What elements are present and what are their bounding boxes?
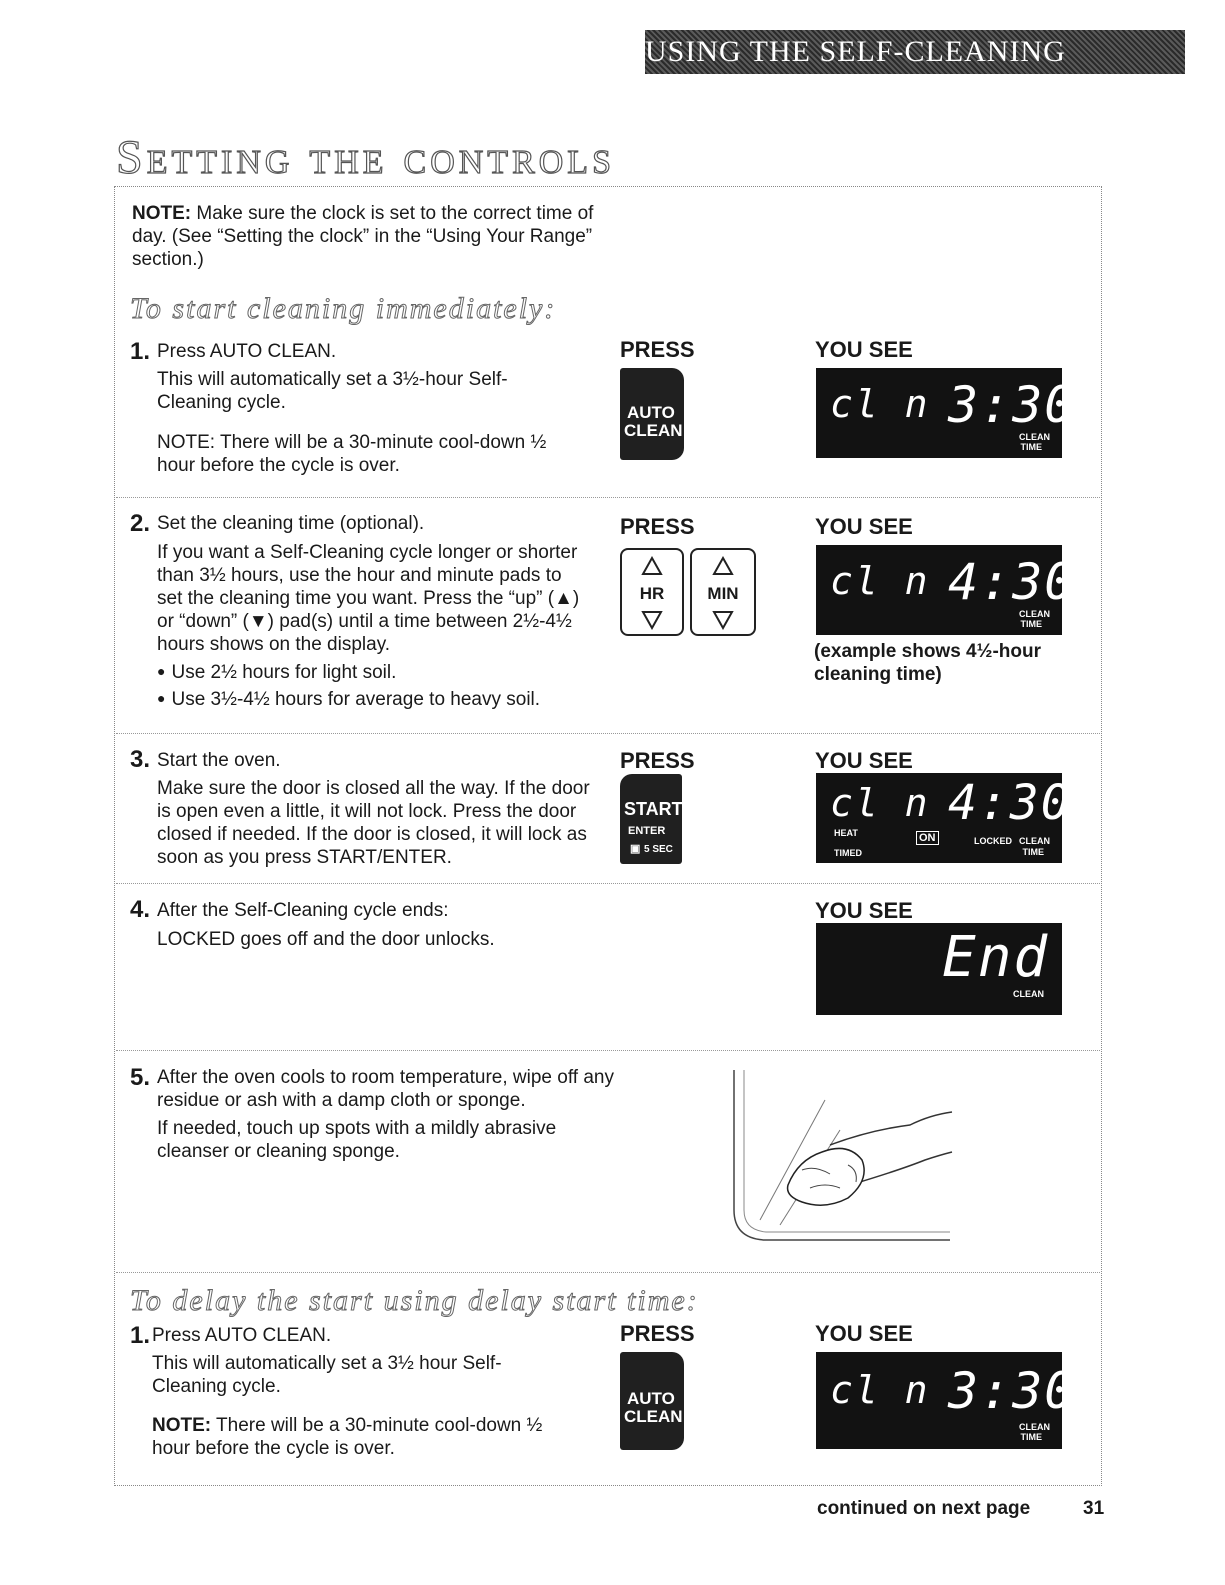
display-caption: (example shows 4½-hour cleaning time) xyxy=(814,641,1042,685)
display-step-3 xyxy=(816,773,1072,863)
step-5-heading: After the oven cools to room temperature, wipe off any residue or ash with a damp cloth or sponge. xyxy=(157,1067,614,1111)
separator xyxy=(116,1272,1100,1273)
you-see-header: YOU SEE xyxy=(815,514,913,539)
delay-step-1-note xyxy=(152,1414,562,1460)
display-clean-tag: CLEAN xyxy=(1019,432,1050,442)
step-2-bullet-light: ● Use 2½ hours for light soil. xyxy=(157,662,396,684)
display-time-tag: TIME xyxy=(1020,1432,1042,1442)
display-step-4 xyxy=(816,923,1062,1015)
delay-note-label: NOTE: xyxy=(152,1415,212,1436)
hour-pad-label: HR xyxy=(639,584,665,603)
auto-clean-pad[interactable] xyxy=(620,368,684,460)
pad-label-enter: ENTER xyxy=(628,825,666,837)
display-time-tag: TIME xyxy=(1022,847,1044,857)
press-header: PRESS xyxy=(620,337,695,362)
delay-step-1-text: This will automatically set a 3½ hour Self-Cleaning cycle. xyxy=(152,1353,502,1397)
step-1-note: NOTE: There will be a 30-minute cool-down ½ hour before the cycle is over. xyxy=(157,432,547,476)
pad-label-clean: CLEAN xyxy=(624,1407,683,1426)
step-4-text: LOCKED goes off and the door unlocks. xyxy=(157,929,495,950)
display-time-readout: 3:30 xyxy=(948,376,1077,434)
step-3-number: 3. xyxy=(130,746,151,773)
hour-down-arrow-icon[interactable] xyxy=(641,610,663,630)
separator xyxy=(116,733,1100,734)
display-step-1 xyxy=(816,368,1077,458)
step-1-number: 1. xyxy=(130,338,151,365)
display-locked-tag: LOCKED xyxy=(974,836,1012,846)
step-2-number: 2. xyxy=(130,510,151,537)
display-time-tag: TIME xyxy=(1020,619,1042,629)
separator xyxy=(116,883,1100,884)
separator xyxy=(116,1050,1100,1051)
separator xyxy=(116,497,1100,498)
minute-down-arrow-icon[interactable] xyxy=(712,610,734,630)
step-1-text: This will automatically set a 3½-hour Self-Cleaning cycle. xyxy=(157,369,508,413)
lock-icon: ▣ xyxy=(630,843,641,855)
you-see-header: YOU SEE xyxy=(815,1321,913,1346)
pad-label-auto: AUTO xyxy=(627,403,675,422)
step-1-heading: Press AUTO CLEAN. xyxy=(157,341,337,362)
section-title-delay: To delay the start using delay start time: xyxy=(130,1284,699,1317)
step-3-heading: Start the oven. xyxy=(157,750,281,771)
step-5-number: 5. xyxy=(130,1064,151,1091)
display-left-readout: cl n xyxy=(830,559,930,603)
minute-pad[interactable] xyxy=(690,548,756,636)
display-end-readout: End xyxy=(942,925,1050,990)
step-5-text: If needed, touch up spots with a mildly abrasive cleanser or cleaning sponge. xyxy=(157,1118,557,1162)
note-label: NOTE: xyxy=(132,203,192,224)
you-see-header: YOU SEE xyxy=(815,337,913,362)
display-left-readout: cl n xyxy=(830,781,930,825)
display-time-readout: 4:30 xyxy=(948,775,1072,831)
display-time-readout: 4:30 xyxy=(948,553,1077,611)
step-2-bullet-heavy: ● Use 3½-4½ hours for average to heavy soil. xyxy=(157,689,540,711)
section-banner xyxy=(645,30,1185,102)
pad-label-start: START xyxy=(624,799,683,819)
display-step-2 xyxy=(816,545,1077,635)
delay-step-1-number: 1. xyxy=(130,1322,151,1349)
auto-clean-pad[interactable] xyxy=(620,1352,684,1450)
note-text: Make sure the clock is set to the correct time of day. (See “Setting the clock” in the “Using Your Range” section.) xyxy=(132,203,594,270)
press-header: PRESS xyxy=(620,748,695,773)
wiping-hand-illustration xyxy=(730,1070,960,1250)
minute-pad-label: MIN xyxy=(707,584,739,603)
pad-label-auto: AUTO xyxy=(627,1389,675,1408)
start-enter-pad[interactable] xyxy=(620,774,682,864)
step-3-text: Make sure the door is closed all the way. If the door is open even a little, it will not lock. Press the door closed if needed. If the door is closed, it will lock as soon as you press START/ENTER. xyxy=(157,778,590,868)
continued-note: continued on next page xyxy=(817,1498,1031,1519)
display-timed-tag: TIMED xyxy=(834,848,862,858)
step-2-heading: Set the cleaning time (optional). xyxy=(157,513,425,534)
page-title: Setting the controls xyxy=(116,131,615,184)
display-heat-tag: HEAT xyxy=(834,828,858,838)
display-clean-tag: CLEAN xyxy=(1013,989,1044,999)
pad-label-clean: CLEAN xyxy=(624,421,683,440)
display-time-readout: 3:30 xyxy=(948,1362,1077,1420)
step-4-number: 4. xyxy=(130,896,151,923)
display-time-tag: TIME xyxy=(1020,442,1042,452)
press-header: PRESS xyxy=(620,1321,695,1346)
hour-pad[interactable] xyxy=(620,548,684,636)
delay-note-text: There will be a 30-minute cool-down ½ hour before the cycle is over. xyxy=(152,1415,543,1459)
clock-note xyxy=(132,202,602,271)
delay-step-1-heading: Press AUTO CLEAN. xyxy=(152,1325,332,1346)
display-left-readout: cl n xyxy=(830,382,930,426)
display-clean-tag: CLEAN xyxy=(1019,836,1050,846)
step-4-heading: After the Self-Cleaning cycle ends: xyxy=(157,900,449,921)
you-see-header: YOU SEE xyxy=(815,748,913,773)
page-number: 31 xyxy=(1083,1498,1105,1519)
you-see-header: YOU SEE xyxy=(815,898,913,923)
pad-label-5sec: 5 SEC xyxy=(644,844,673,855)
display-clean-tag: CLEAN xyxy=(1019,609,1050,619)
minute-up-arrow-icon[interactable] xyxy=(712,556,734,576)
step-2-text: If you want a Self-Cleaning cycle longer or shorter than 3½ hours, use the hour and minute pads to set the cleaning time you want. Press the “up” (▲) or “down” (▼) pad(s) until a time between 2½-4½ hours shows on the display. xyxy=(157,542,580,655)
section-title-immediate: To start cleaning immediately: xyxy=(130,292,557,325)
banner-text: USING THE SELF-CLEANING CYCLE xyxy=(645,35,1066,102)
display-clean-tag: CLEAN xyxy=(1019,1422,1050,1432)
display-on-tag: ON xyxy=(916,831,939,845)
press-header: PRESS xyxy=(620,514,695,539)
display-left-readout: cl n xyxy=(830,1368,930,1412)
display-delay-step-1 xyxy=(816,1352,1077,1449)
hour-up-arrow-icon[interactable] xyxy=(641,556,663,576)
